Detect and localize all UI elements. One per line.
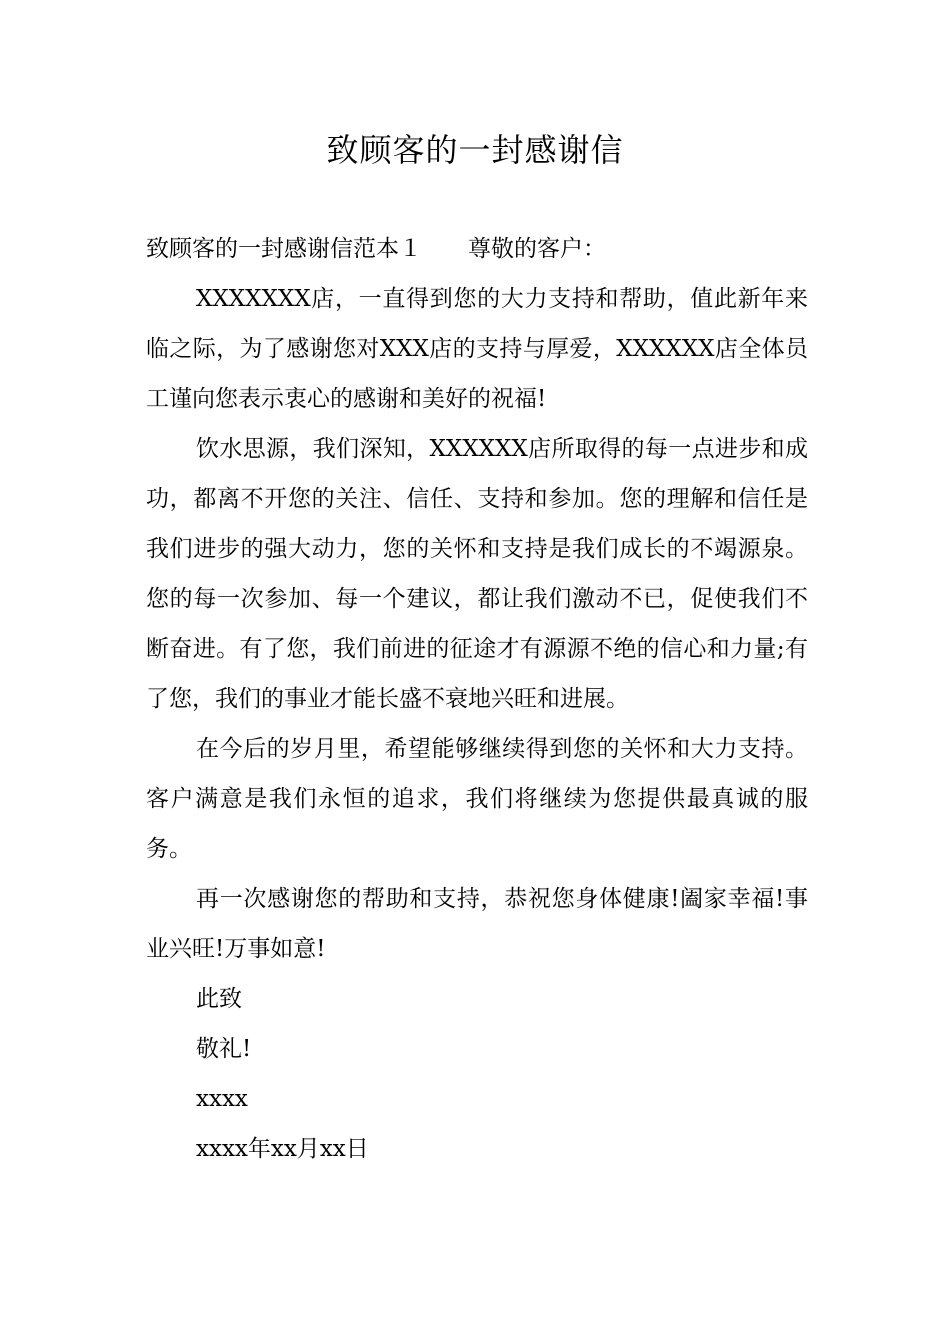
paragraph-3: 在今后的岁月里，希望能够继续得到您的关怀和大力支持。客户满意是我们永恒的追求，我们将继续为您提供最真诚的服务。 [146, 736, 808, 862]
closing-line-1: 此致 [196, 986, 242, 1012]
paragraph-1: XXXXXXX店，一直得到您的大力支持和帮助，值此新年来临之际，为了感谢您对XXX店的支持与厚爱，XXXXXX店全体员工谨向您表示衷心的感谢和美好的祝福! [146, 286, 808, 412]
paragraph-2: 饮水思源，我们深知，XXXXXX店所取得的每一点进步和成功，都离不开您的关注、信任、支持和参加。您的理解和信任是我们进步的强大动力，您的关怀和支持是我们成长的不竭源泉。您的每一次参加、每一个建议，都让我们激动不已，促使我们不断奋进。有了您，我们前进的征途才有源源不绝的信心和力量;有了您，我们的事业才能长盛不衰地兴旺和进展。 [146, 436, 808, 712]
sample-label: 致顾客的一封感谢信范本１ [146, 236, 422, 262]
document-title: 致顾客的一封感谢信 [326, 131, 624, 169]
signature: xxxx [196, 1086, 248, 1112]
heading-line [146, 224, 808, 274]
salutation: 尊敬的客户： [468, 236, 606, 262]
closing-line-2: 敬礼! [196, 1036, 252, 1062]
paragraph-4: 再一次感谢您的帮助和支持，恭祝您身体健康!阖家幸福!事业兴旺!万事如意! [146, 886, 808, 962]
date: xxxx年xx月xx日 [196, 1136, 369, 1162]
letter-body [146, 224, 808, 1174]
